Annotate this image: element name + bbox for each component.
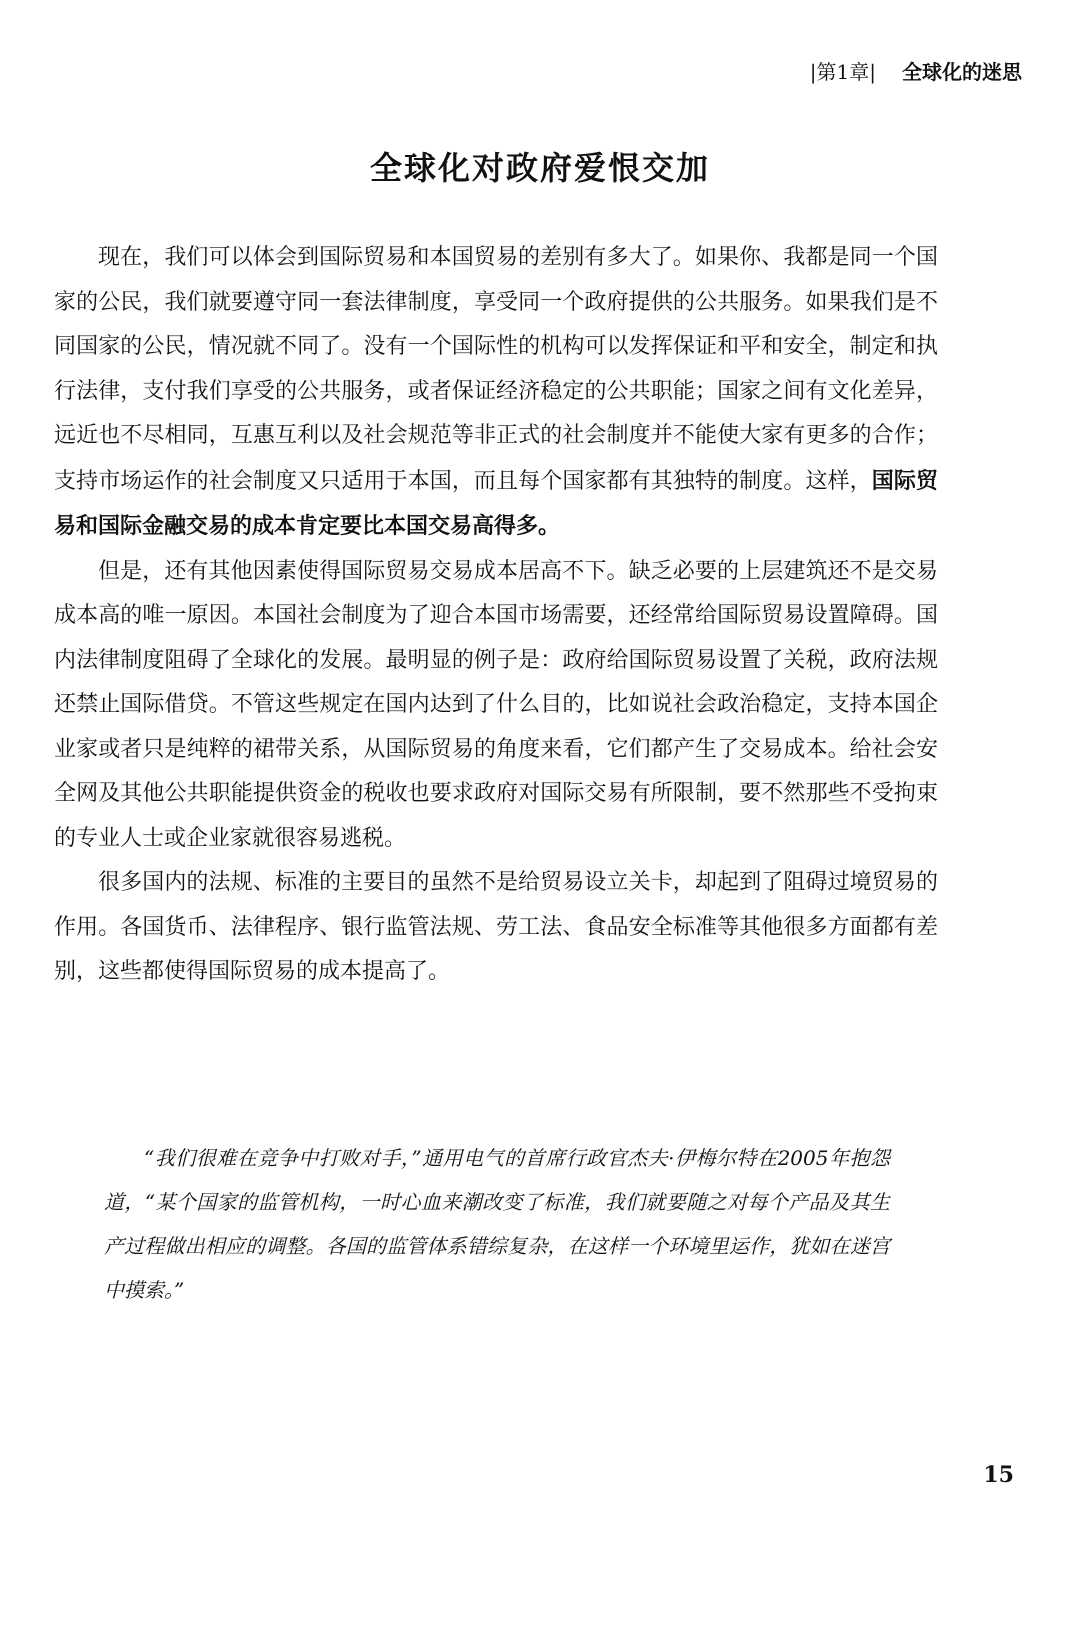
paragraph-1-text: 现在，我们可以体会到国际贸易和本国贸易的差别有多大了。如果你、我都是同一个国家的公民，我们就要遵守同一套法律制度，享受同一个政府提供的公共服务。如果我们是不同国家的公民，情况就不同了。没有一个国际性的机构可以发挥保证和平和安全，制定和执行法律，支付我们享受的公共服务，或者保证经济稳定的公共职能；国家之间有文化差异，远近也不尽相同，互惠互利以及社会规范等非正式的社会制度并不能使大家有更多的合作；支持市场运作的社会制度又只适用于本国，而且每个国家都有其独特的制度。这样， [54, 245, 938, 494]
chapter-label: |第1章| [809, 60, 876, 84]
running-title: 全球化的迷思 [902, 60, 1022, 84]
block-quote: “我们很难在竞争中打败对手，”通用电气的首席行政官杰夫·伊梅尔特在2005年抱怨道，“某个国家的监管机构，一时心血来潮改变了标准，我们就要随之对每个产品及其生产过程做出相应的调整。各国的监管体系错综复杂，在这样一个环境里运作，犹如在迷宫中摸索。” [104, 1146, 890, 1302]
running-header [810, 58, 1022, 86]
paragraph-2: 但是，还有其他因素使得国际贸易交易成本居高不下。缺乏必要的上层建筑还不是交易成本高的唯一原因。本国社会制度为了迎合本国市场需要，还经常给国际贸易设置障碍。国内法律制度阻碍了全球化的发展。最明显的例子是：政府给国际贸易设置了关税，政府法规还禁止国际借贷。不管这些规定在国内达到了什么目的，比如说社会政治稳定，支持本国企业家或者只是纯粹的裙带关系，从国际贸易的角度来看，它们都产生了交易成本。给社会安全网及其他公共职能提供资金的税收也要求政府对国际交易有所限制，要不然那些不受拘束的专业人士或企业家就很容易逃税。 [54, 558, 938, 851]
paragraph-3: 很多国内的法规、标准的主要目的虽然不是给贸易设立关卡，却起到了阻碍过境贸易的作用。各国货币、法律程序、银行监管法规、劳工法、食品安全标准等其他很多方面都有差别，这些都使得国际贸易的成本提高了。 [54, 870, 938, 984]
paragraph-1-emphasis: 国际贸易和国际金融交易的成本肯定要比本国交易高得多。 [54, 467, 938, 539]
section-title: 全球化对政府爱恨交加 [369, 149, 710, 187]
page-number: 15 [983, 1462, 1014, 1488]
body-text [54, 236, 938, 995]
paragraph-1 [54, 236, 938, 550]
